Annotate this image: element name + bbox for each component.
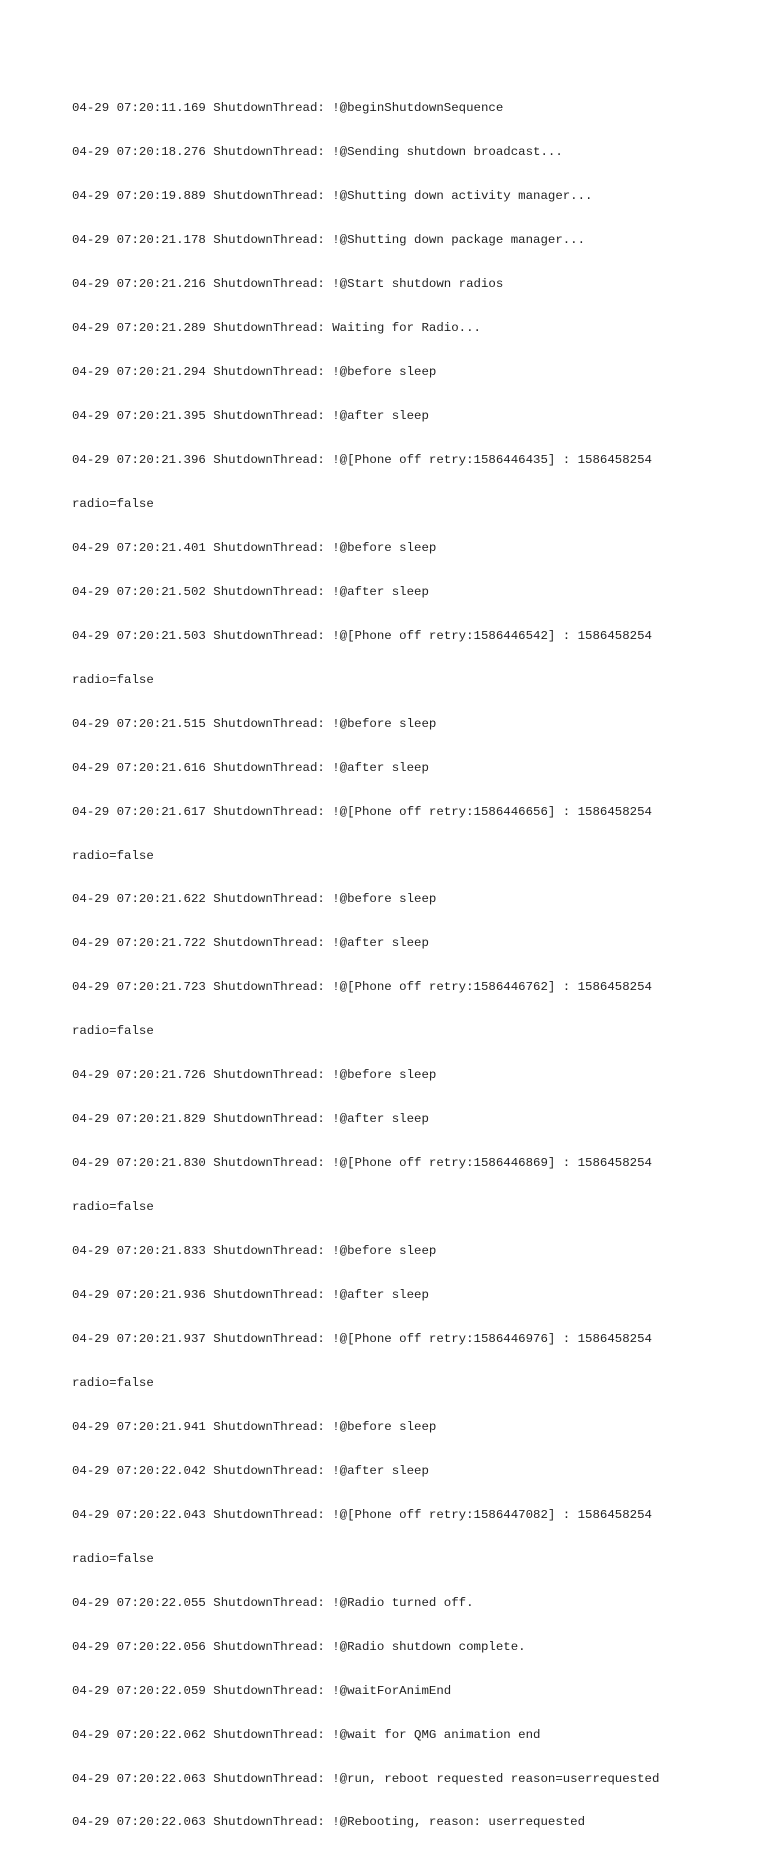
log-line: 04-29 07:20:18.276 ShutdownThread: !@Sending shutdown broadcast...: [72, 145, 563, 160]
log-line: 04-29 07:20:21.722 ShutdownThread: !@after sleep: [72, 936, 429, 951]
log-line: 04-29 07:20:21.941 ShutdownThread: !@before sleep: [72, 1419, 437, 1434]
log-line: radio=false: [72, 848, 154, 863]
log-line: radio=false: [72, 1200, 154, 1215]
log-line: 04-29 07:20:22.055 ShutdownThread: !@Radio turned off.: [72, 1595, 474, 1610]
log-line: 04-29 07:20:21.936 ShutdownThread: !@after sleep: [72, 1288, 429, 1303]
log-line: 04-29 07:20:21.617 ShutdownThread: !@[Phone off retry:1586446656] : 1586458254: [72, 804, 652, 819]
log-line: radio=false: [72, 496, 154, 511]
log-line: 04-29 07:20:11.169 ShutdownThread: !@beginShutdownSequence: [72, 101, 504, 116]
log-line: 04-29 07:20:22.062 ShutdownThread: !@wait for QMG animation end: [72, 1727, 541, 1742]
log-line: 04-29 07:20:21.515 ShutdownThread: !@before sleep: [72, 716, 437, 731]
log-line: 04-29 07:20:21.503 ShutdownThread: !@[Phone off retry:1586446542] : 1586458254: [72, 628, 652, 643]
log-line: 04-29 07:20:21.178 ShutdownThread: !@Shutting down package manager...: [72, 233, 586, 248]
log-line: 04-29 07:20:22.063 ShutdownThread: !@Rebooting, reason: userrequested: [72, 1815, 586, 1830]
log-line: 04-29 07:20:21.616 ShutdownThread: !@after sleep: [72, 760, 429, 775]
log-line: 04-29 07:20:22.042 ShutdownThread: !@after sleep: [72, 1463, 429, 1478]
log-line: 04-29 07:20:22.063 ShutdownThread: !@run, reboot requested reason=userrequested: [72, 1771, 660, 1786]
log-line: 04-29 07:20:21.294 ShutdownThread: !@before sleep: [72, 365, 437, 380]
log-line: radio=false: [72, 1551, 154, 1566]
shutdown-log: [72, 72, 712, 1859]
log-line: 04-29 07:20:21.289 ShutdownThread: Waiting for Radio...: [72, 321, 481, 336]
log-line: 04-29 07:20:21.622 ShutdownThread: !@before sleep: [72, 892, 437, 907]
log-line: 04-29 07:20:22.056 ShutdownThread: !@Radio shutdown complete.: [72, 1639, 526, 1654]
log-line: radio=false: [72, 1375, 154, 1390]
log-line: 04-29 07:20:21.395 ShutdownThread: !@after sleep: [72, 408, 429, 423]
log-line: 04-29 07:20:22.043 ShutdownThread: !@[Phone off retry:1586447082] : 1586458254: [72, 1507, 652, 1522]
log-line: 04-29 07:20:21.726 ShutdownThread: !@before sleep: [72, 1068, 437, 1083]
log-line: 04-29 07:20:21.216 ShutdownThread: !@Start shutdown radios: [72, 277, 504, 292]
log-line: 04-29 07:20:21.829 ShutdownThread: !@after sleep: [72, 1112, 429, 1127]
log-line: radio=false: [72, 1024, 154, 1039]
log-line: 04-29 07:20:21.830 ShutdownThread: !@[Phone off retry:1586446869] : 1586458254: [72, 1156, 652, 1171]
log-line: radio=false: [72, 672, 154, 687]
log-line: 04-29 07:20:21.833 ShutdownThread: !@before sleep: [72, 1244, 437, 1259]
log-line: 04-29 07:20:21.723 ShutdownThread: !@[Phone off retry:1586446762] : 1586458254: [72, 980, 652, 995]
log-line: 04-29 07:20:22.059 ShutdownThread: !@waitForAnimEnd: [72, 1683, 452, 1698]
log-line: 04-29 07:20:19.889 ShutdownThread: !@Shutting down activity manager...: [72, 189, 593, 204]
log-line: 04-29 07:20:21.502 ShutdownThread: !@after sleep: [72, 584, 429, 599]
log-line: 04-29 07:20:21.401 ShutdownThread: !@before sleep: [72, 540, 437, 555]
log-line: 04-29 07:20:21.937 ShutdownThread: !@[Phone off retry:1586446976] : 1586458254: [72, 1332, 652, 1346]
log-line: 04-29 07:20:21.396 ShutdownThread: !@[Phone off retry:1586446435] : 1586458254: [72, 452, 652, 467]
